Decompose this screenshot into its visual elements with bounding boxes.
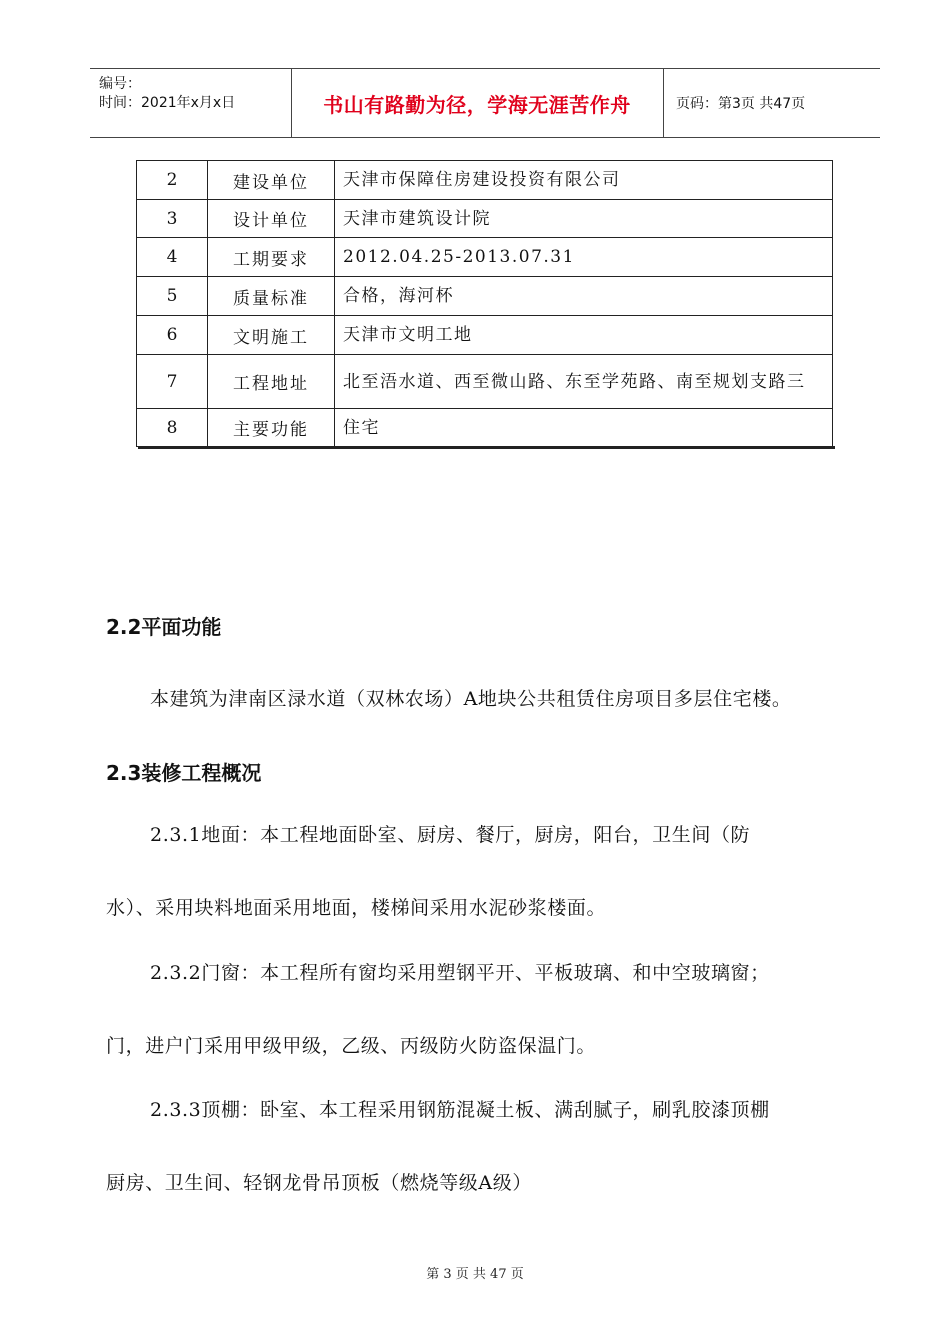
project-info-table — [136, 160, 833, 447]
table-row — [137, 200, 833, 238]
paragraph-2-3-2-line1: 2.3.2门窗：本工程所有窗均采用塑钢平开、平板玻璃、和中空玻璃窗； — [150, 962, 770, 984]
table-row — [137, 316, 833, 355]
row-value: 天津市建筑设计院 — [335, 200, 833, 238]
header-page-number: 页码：第3页 共47页 — [676, 96, 806, 112]
row-item: 文明施工 — [208, 316, 335, 355]
table-row — [137, 238, 833, 277]
header-motto-cell — [291, 69, 664, 137]
table-row — [137, 161, 833, 200]
page-footer: 第 3 页 共 47 页 — [426, 1267, 524, 1282]
section-heading-2-2: 2.2平面功能 — [106, 615, 222, 639]
document-time-label: 时间：2021年x月x日 — [99, 95, 236, 111]
row-value: 2012.04.25-2013.07.31 — [335, 238, 833, 277]
paragraph-2-3-1-line1: 2.3.1地面：本工程地面卧室、厨房、餐厅，厨房，阳台，卫生间（防 — [150, 824, 751, 846]
document-number-label: 编号： — [99, 76, 141, 92]
row-item: 质量标准 — [208, 277, 335, 316]
row-value: 北至浯水道、西至微山路、东至学苑路、南至规划支路三 — [335, 355, 833, 409]
header-meta — [90, 69, 292, 137]
header-motto: 书山有路勤为径，学海无涯苦作舟 — [323, 92, 631, 117]
row-value: 合格，海河杯 — [335, 277, 833, 316]
table-row — [137, 409, 833, 447]
row-number: 2 — [137, 161, 208, 200]
row-item: 工期要求 — [208, 238, 335, 277]
paragraph-2-3-3-line1: 2.3.3顶棚：卧室、本工程采用钢筋混凝土板、满刮腻子，刷乳胶漆顶棚 — [150, 1099, 770, 1121]
row-item: 设计单位 — [208, 200, 335, 238]
paragraph-2-3-2-line2: 门，进户门采用甲级甲级，乙级、丙级防火防盗保温门。 — [106, 1035, 597, 1057]
paragraph-2-3-3-line2: 厨房、卫生间、轻钢龙骨吊顶板（燃烧等级A级） — [106, 1172, 532, 1194]
table-row — [137, 355, 833, 409]
page-header — [90, 68, 880, 138]
row-item: 主要功能 — [208, 409, 335, 447]
section-heading-2-3: 2.3装修工程概况 — [106, 761, 262, 785]
paragraph-2-3-1-line2: 水）、采用块料地面采用地面，楼梯间采用水泥砂浆楼面。 — [106, 897, 607, 919]
row-number: 6 — [137, 316, 208, 355]
header-page-cell — [664, 69, 880, 137]
row-value: 天津市文明工地 — [335, 316, 833, 355]
row-number: 7 — [137, 355, 208, 409]
row-number: 8 — [137, 409, 208, 447]
row-number: 4 — [137, 238, 208, 277]
table-row — [137, 277, 833, 316]
row-item: 建设单位 — [208, 161, 335, 200]
row-number: 3 — [137, 200, 208, 238]
row-number: 5 — [137, 277, 208, 316]
row-value: 住宅 — [335, 409, 833, 447]
row-value: 天津市保障住房建设投资有限公司 — [335, 161, 833, 200]
paragraph-2-2: 本建筑为津南区渌水道（双林农场）A地块公共租赁住房项目多层住宅楼。 — [150, 688, 792, 710]
row-item: 工程地址 — [208, 355, 335, 409]
